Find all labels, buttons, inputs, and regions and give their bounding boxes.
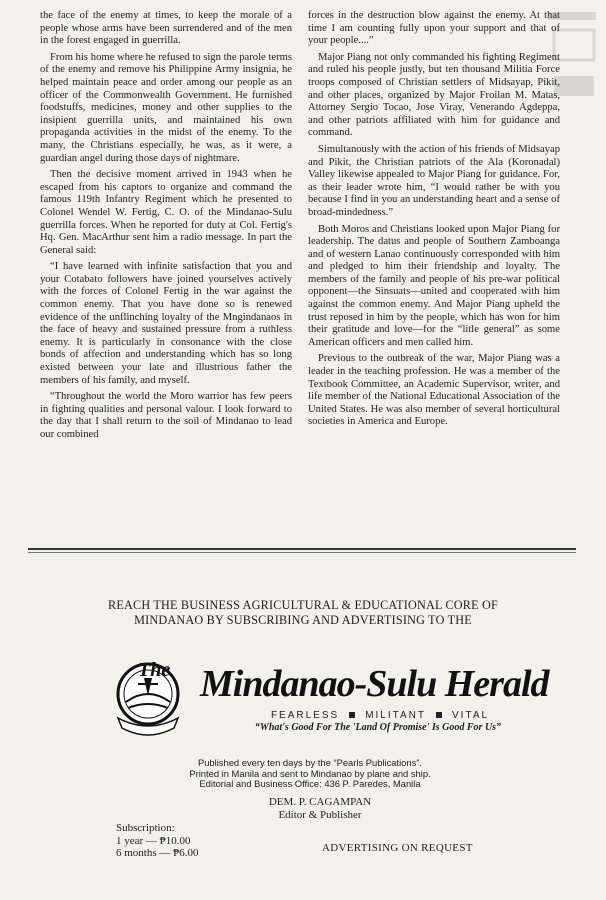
paper-title-name: Mindanao-Sulu Herald (200, 663, 549, 705)
subscription-1-year: 1 year — ₱10.00 (116, 834, 191, 847)
left-column (40, 10, 292, 540)
paragraph: Major Piang not only commanded his fighting Regiment and ruled his people justly, but ten thousand Militia Force troops composed of Christian settlers of Midsayap, Pikit, and other places, organized by Major Froilan M. Matas, Attorney Sergio Tocao, Jose Viray, Venerando Agdeppa, and other patriots affiliated with him for guidance and command. (308, 51, 560, 139)
paper-title-logo (138, 648, 549, 710)
right-column (308, 10, 560, 540)
tag-vital: VITAL (452, 710, 490, 721)
subscription-rates (116, 822, 199, 860)
paragraph: Then the decisive moment arrived in 1943 when he escaped from his captors to organize and command the famous 119th Infantry Regiment which he presented to Colonel Wendel W. Fertig, C. O. of the Mindanao-Sulu guerrilla forces. When he reported for duty at Col. Fertig's Hq. Gen. MacArthur sent him a radio message. In part the General said: (40, 169, 292, 256)
subscription-label: Subscription: (116, 822, 175, 834)
tag-militant: MILITANT (365, 710, 427, 721)
pub-line-3: Editorial and Business Office: 436 P. Paredes, Manila (199, 778, 421, 790)
pub-line-1: Published every ten days by the “Pearls Publications”. (197, 757, 423, 768)
editor-title: Editor & Publisher (278, 809, 362, 821)
paragraph: “Throughout the world the Moro warrior has few peers in fighting qualities and personal valour. I look forward to the day that I shall return to the soil of Mindanao to lead our combined (40, 391, 292, 440)
paper-tagline (260, 710, 500, 721)
paragraph: the face of the enemy at times, to keep the morale of a people whose arms have been surrendered and of the men in the forest engaged in guerrilla. (40, 10, 292, 47)
advertising-note: ADVERTISING ON REQUEST (322, 842, 473, 854)
ad-headline-line-1: REACH THE BUSINESS AGRICULTURAL & EDUCATIONAL CORE OF (108, 598, 498, 612)
pub-line-2: Printed in Manila and sent to Mindanao by plane and ship. (189, 767, 431, 779)
paper-title-the: The (138, 659, 171, 681)
paper-motto: “What's Good For The 'Land Of Promise' Is Good For Us” (254, 722, 502, 733)
editor-name: DEM. P. CAGAMPAN (268, 796, 372, 808)
newspaper-masthead (108, 648, 549, 738)
ad-headline (53, 598, 553, 628)
ad-headline-line-2: MINDANAO BY SUBSCRIBING AND ADVERTISING TO THE (134, 613, 472, 627)
advertisement (0, 598, 606, 628)
paragraph: Previous to the outbreak of the war, Major Piang was a leader in the teaching profession. He was a member of the Textbook Committee, an Academic Supervisor, writer, and life member of the National Educational Association of the United States. He was also member of several horticultural societies in America and Europe. (308, 353, 560, 428)
square-bullet-icon (436, 712, 442, 718)
editor-credit (250, 796, 390, 822)
paragraph: forces in the destruction blow against the enemy. At that time I am counting fully upon your support and that of your people....” (308, 10, 560, 47)
subscription-6-months: 6 months — ₱6.00 (116, 847, 199, 860)
paragraph: From his home where he refused to sign the parole terms of the enemy and remove his Philippine Army insignia, he helped maintain peace and order among our people as an officer of the Commonwealth Government. He furnished foodstuffs, medicines, money and other supplies to the insipient guerrilla units, and maintained his own propaganda activities in the midst of the enemy. To the many, the Christians especially, he was, as it were, a guardian angel during those days of nightmare. (40, 51, 292, 164)
divider-rule-thin (28, 552, 576, 553)
paragraph: “I have learned with infinite satisfaction that you and your Cotabato followers have joined yourselves actively with the forces of Colonel Fertig in the war against the common enemy. That you have done so is renewed evidence of the unflinching loyalty of the Mngindanaos in the face of heavy and sustained pressure from a ruthless enemy. It is particularly in consonance with the close bonds of affection and understanding which has so long existed between your late and illustrious father the members of his family, and myself. (40, 261, 292, 386)
tag-fearless: FEARLESS (270, 710, 340, 721)
square-bullet-icon (349, 712, 355, 718)
paragraph: Both Moros and Christians looked upon Major Piang for leadership. The datus and people of Southern Zamboanga and of western Lanao continuously corresponded with him and pledged to him their friendship and loyalty. The members of the family and people of his pre-war political opponent—the Sinsuats—united and cooperated with him against the common enemy. And Major Piang upheld the trust reposed in him by the people, which has won for him their gratitude and love—for the “litle general” as some American officers and men called him. (308, 223, 560, 348)
publication-info (150, 758, 470, 790)
article-body (40, 10, 560, 540)
divider-rule (28, 548, 576, 550)
paragraph: Simultanously with the action of his friends of Midsayap and Pikit, the Christian patriots of the Ala (Koronadal) Valley likewise appealed to Major Piang for guidance. For, as their leader wrote him, “I would rather be with you because I find in you an understanding heart and a sense of broad-mindedness.” (308, 143, 560, 218)
